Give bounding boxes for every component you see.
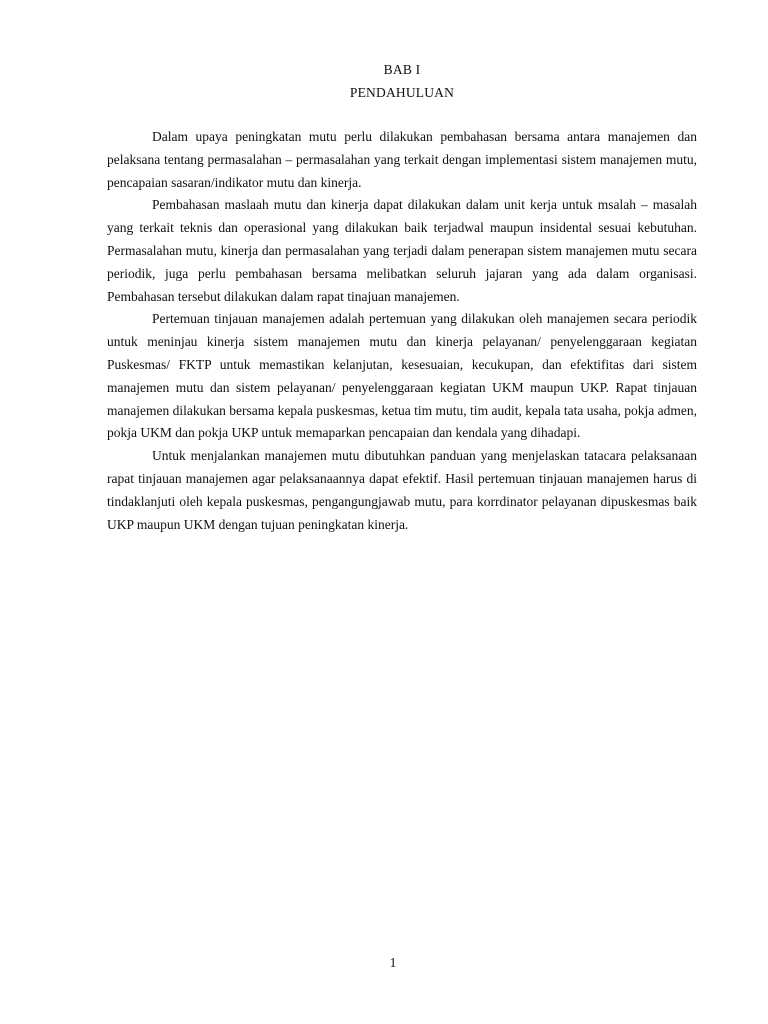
paragraph: Pembahasan maslaah mutu dan kinerja dapat dilakukan dalam unit kerja untuk msalah – masalah yang terkait teknis dan operasional yang dilakukan baik terjadwal maupun insidental sesuai kebutuhan. Permasalahan mutu, kinerja dan permasalahan yang terjadi dalam penerapan sistem manajemen mutu secara periodik, juga perlu pembahasan bersama melibatkan seluruh jajaran yang ada dalam organisasi. Pembahasan tersebut dilakukan dalam rapat tinajuan manajemen. bbox=[107, 197, 697, 304]
chapter-title: PENDAHULUAN bbox=[349, 85, 455, 100]
chapter-heading: BAB I bbox=[383, 62, 421, 77]
paragraph: Pertemuan tinjauan manajemen adalah pertemuan yang dilakukan oleh manajemen secara periodik untuk meninjau kinerja sistem manajemen mutu dan kinerja pelayanan/ penyelenggaraan kegiatan Puskesmas/ FKTP untuk memastikan kelanjutan, kesesuaian, kecukupan, dan efektifitas dari sistem manajemen mutu dan sistem pelayanan/ penyelenggaraan kegiatan UKM maupun UKP. Rapat tinjauan manajemen dilakukan bersama kepala puskesmas, ketua tim mutu, tim audit, kepala tata usaha, pokja admen, pokja UKM dan pokja UKP untuk memaparkan pencapaian dan kendala yang dihadapi. bbox=[107, 311, 697, 441]
body-text bbox=[107, 126, 697, 536]
paragraph: Untuk menjalankan manajemen mutu dibutuhkan panduan yang menjelaskan tatacara pelaksanaan rapat tinjauan manajemen agar pelaksanaannya dapat efektif. Hasil pertemuan tinjauan manajemen harus di tindaklanjuti oleh kepala puskesmas, pengangungjawab mutu, para korrdinator pelayanan dipuskesmas baik UKP maupun UKM dengan tujuan peningkatan kinerja. bbox=[107, 448, 697, 532]
paragraph: Dalam upaya peningkatan mutu perlu dilakukan pembahasan bersama antara manajemen dan pelaksana tentang permasalahan – permasalahan yang terkait dengan implementasi sistem manajemen mutu, pencapaian sasaran/indikator mutu dan kinerja. bbox=[107, 129, 697, 190]
page-number: 1 bbox=[389, 955, 397, 970]
